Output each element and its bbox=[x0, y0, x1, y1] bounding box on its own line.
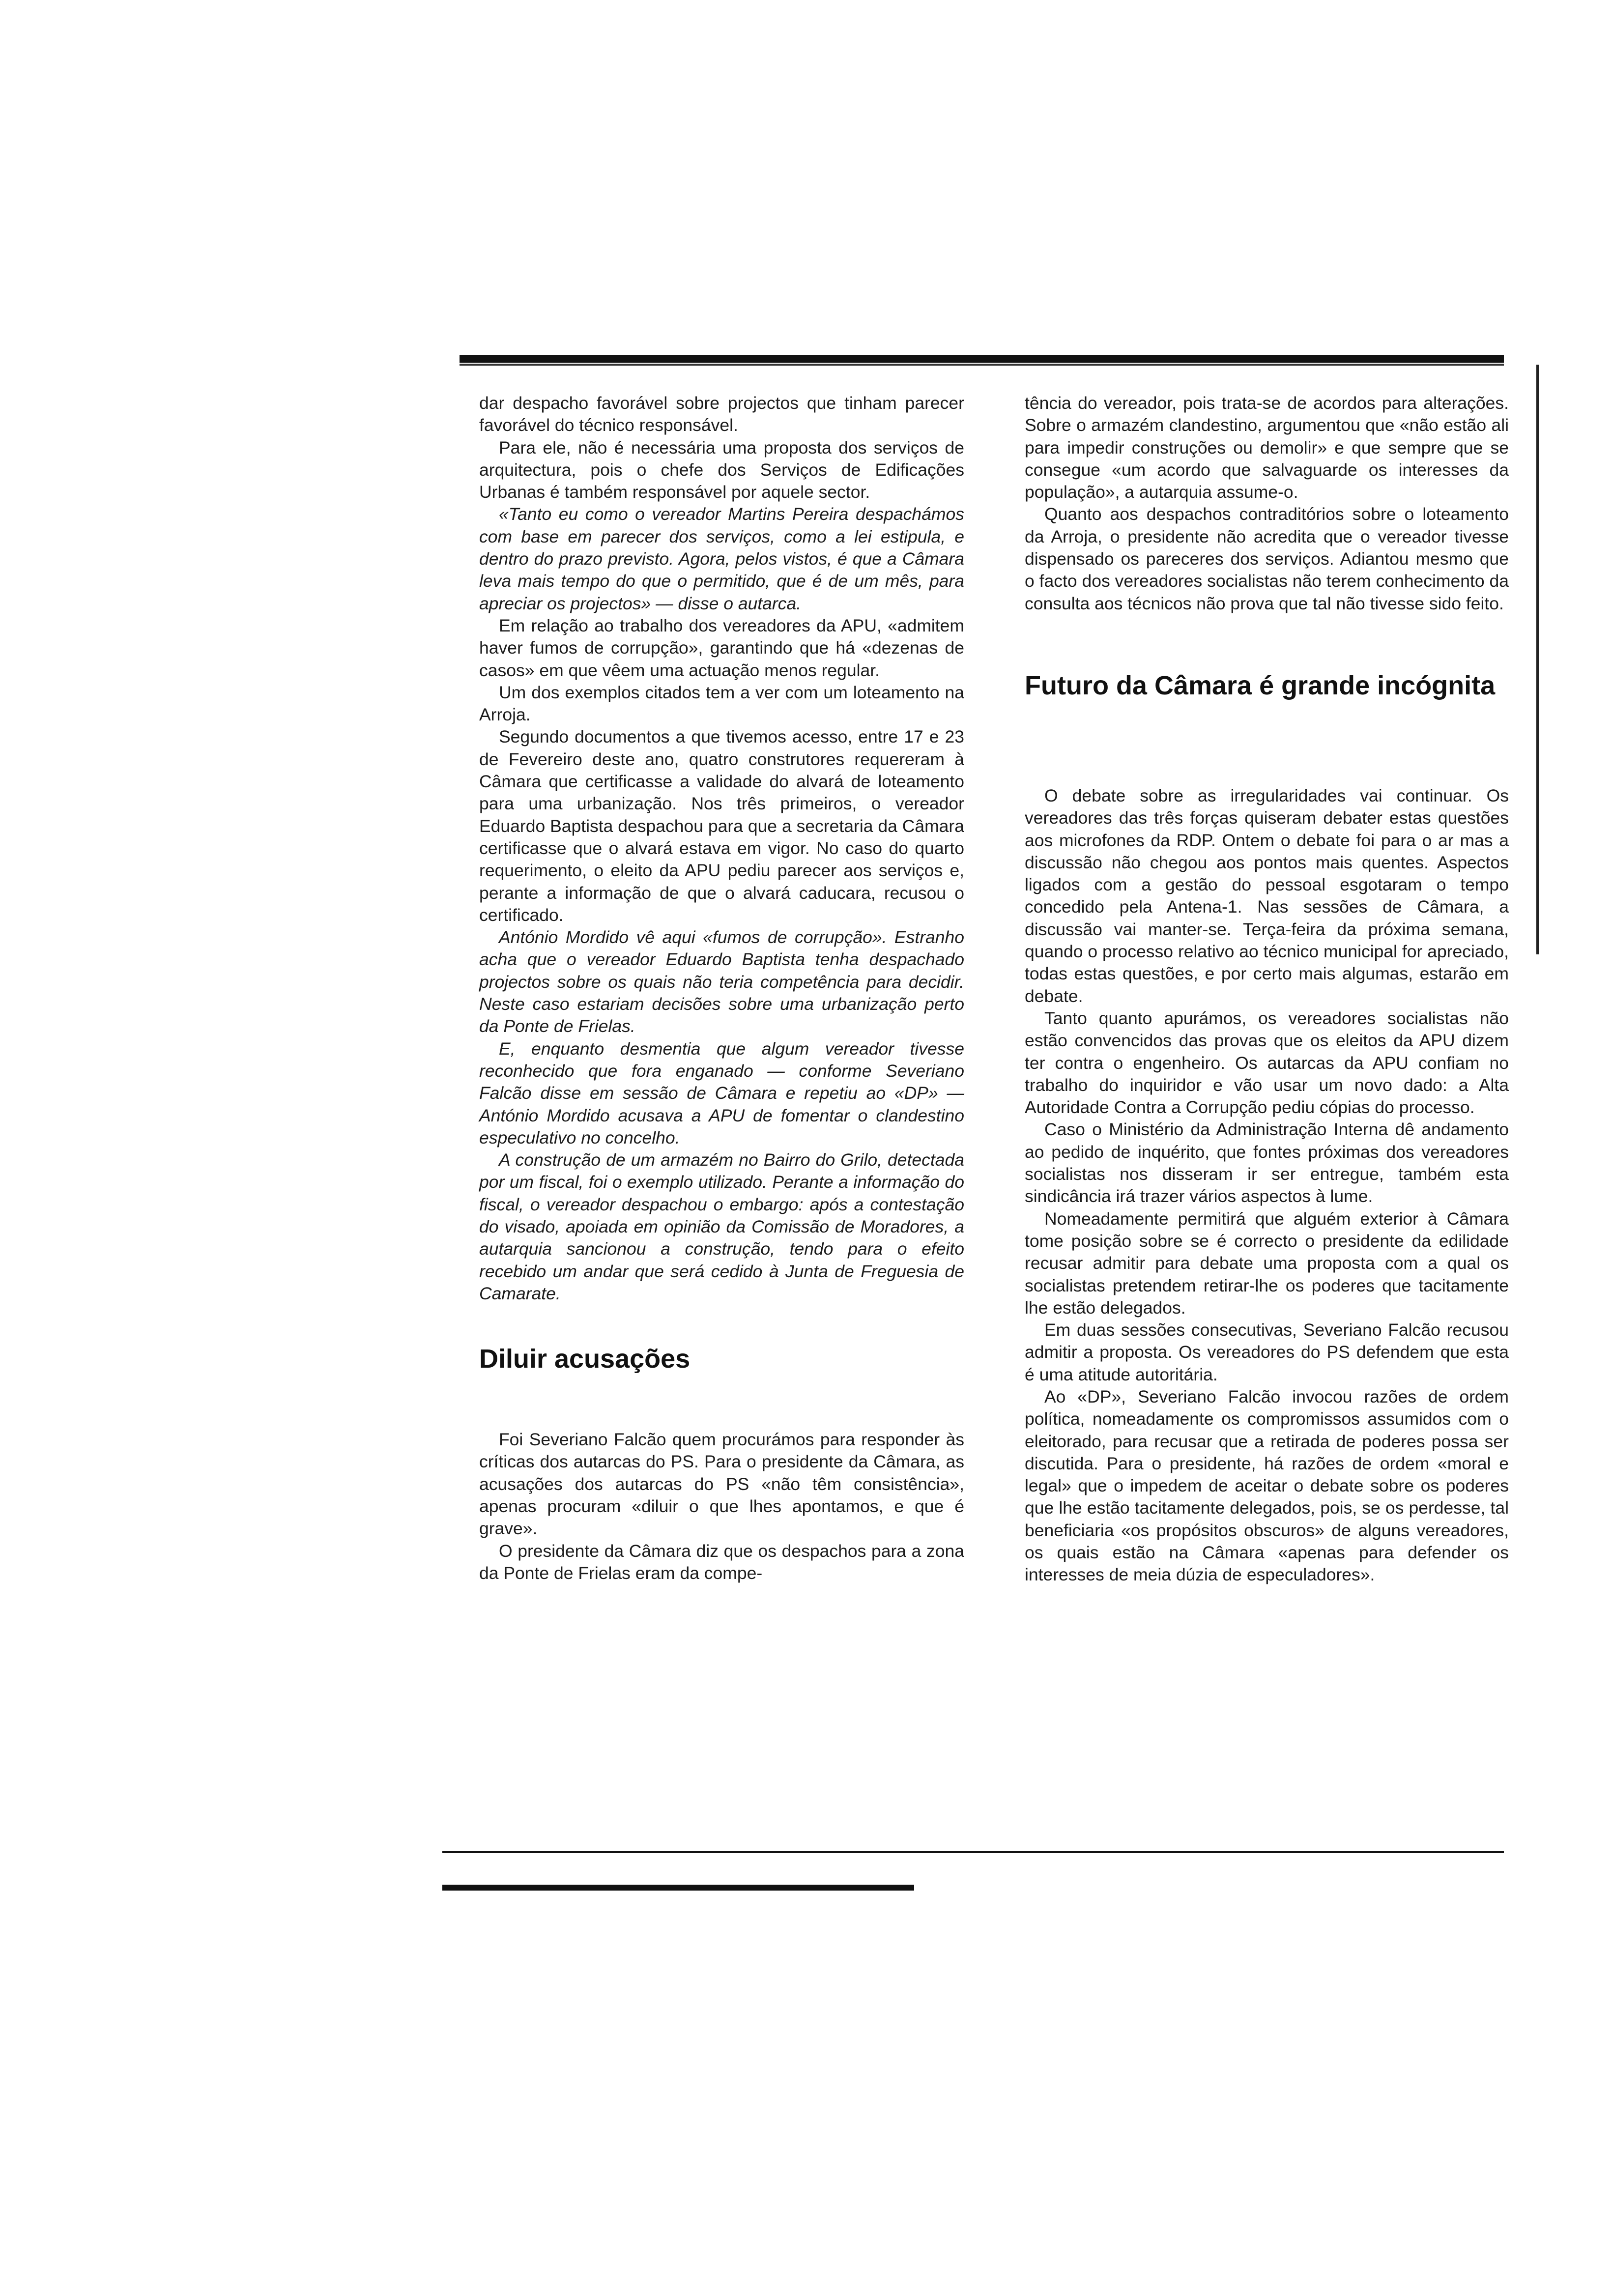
paragraph: Tanto quanto apurámos, os vereadores socialistas não estão convencidos das provas que os eleitos da APU dizem ter contra o engenheiro. Os autarcas da APU confiam no trabalho do inquiridor e vão usar um novo dado: a Alta Autoridade Contra a Corrupção pediu cópias do processo. bbox=[1025, 1008, 1509, 1118]
paragraph: Foi Severiano Falcão quem procurámos para responder às críticas dos autarcas do PS. Para o presidente da Câmara, as acusações dos autarcas do PS «não têm consistência», apenas procuram «diluir o que lhes apontamos, e que é grave». bbox=[479, 1430, 964, 1539]
quote-paragraph: «Tanto eu como o vereador Martins Pereira despachámos com base em parecer dos serviços, como a lei estipula, e dentro do prazo previsto. Agora, pelos vistos, é que a Câmara leva mais tempo do que o permitido, que é de um mês, para apreciar os projectos» — disse o autarca. bbox=[479, 504, 964, 613]
paragraph: Em relação ao trabalho dos vereadores da APU, «admitem haver fumos de corrupção», garantindo que há «dezenas de casos» em que vêem uma actuação menos regular. bbox=[479, 615, 964, 680]
top-rule bbox=[460, 355, 1504, 363]
paragraph: Nomeadamente permitirá que alguém exterior à Câmara tome posição sobre se é correcto o presidente da edilidade recusar admitir para debate uma proposta com a qual os socialistas pretendem retirar-lhe os poderes que tacitamente lhe estão delegados. bbox=[1025, 1208, 1509, 1318]
bottom-rule bbox=[442, 1851, 1504, 1853]
paragraph: dar despacho favorável sobre projectos que tinham parecer favorável do técnico responsável. bbox=[479, 393, 964, 435]
top-rule-thin bbox=[460, 364, 1504, 366]
paragraph: Quanto aos despachos contraditórios sobre o loteamento da Arroja, o presidente não acredita que o vereador tivesse dispensado os pareceres dos serviços. Adiantou mesmo que o facto dos vereadores socialistas não terem conhecimento da consulta aos técnicos não prova que tal não tivesse sido feito. bbox=[1025, 504, 1509, 613]
paragraph: O presidente da Câmara diz que os despachos para a zona da Ponte de Frielas eram da compe- bbox=[479, 1541, 964, 1583]
paragraph: tência do vereador, pois trata-se de acordos para alterações. Sobre o armazém clandestino, argumentou que «não estão ali para impedir construções ou demolir» e que sempre que se consegue «um acordo que salvaguarde os interesses da população», a autarquia assume-o. bbox=[1025, 393, 1509, 502]
paragraph: Segundo documentos a que tivemos acesso, entre 17 e 23 de Fevereiro deste ano, quatro construtores requereram à Câmara que certificasse a validade do alvará de loteamento para uma urbanização. Nos três primeiros, o vereador Eduardo Baptista despachou para que a secretaria da Câmara certificasse que o alvará estava em vigor. No caso do quarto requerimento, o eleito da APU pediu parecer aos serviços e, perante a informação de que o alvará caducara, recusou o certificado. bbox=[479, 727, 964, 925]
paragraph: Para ele, não é necessária uma proposta dos serviços de arquitectura, pois o chefe dos Serviços de Edificações Urbanas é também responsável por aquele sector. bbox=[479, 437, 964, 502]
paragraph: A construção de um armazém no Bairro do Grilo, detectada por um fiscal, foi o exemplo utilizado. Perante a informação do fiscal, o vereador despachou o embargo: após a contestação do visado, apoiada em opinião da Comissão de Moradores, a autarquia sancionou a construção, tendo para o efeito recebido um andar que será cedido à Junta de Freguesia de Camarate. bbox=[479, 1150, 964, 1303]
section-heading: Futuro da Câmara é grande incógnita bbox=[1025, 670, 1496, 700]
paragraph: Um dos exemplos citados tem a ver com um loteamento na Arroja. bbox=[479, 682, 964, 725]
paragraph: Em duas sessões consecutivas, Severiano Falcão recusou admitir a proposta. Os vereadores do PS defendem que esta é uma atitude autoritária. bbox=[1025, 1320, 1509, 1384]
section-heading: Diluir acusações bbox=[479, 1344, 691, 1374]
paragraph: Ao «DP», Severiano Falcão invocou razões de ordem política, nomeadamente os compromissos assumidos com o eleitorado, para recusar que a retirada de poderes possa ser discutida. Para o presidente, há razões de ordem «moral e legal» que o impedem de aceitar o debate sobre os poderes que lhe estão tacitamente delegados, pois, se os perdesse, tal beneficiaria «os propósitos obscuros» de alguns vereadores, os quais estão na Câmara «apenas para defender os interesses de meia dúzia de especuladores». bbox=[1025, 1386, 1509, 1585]
left-column bbox=[479, 392, 964, 1584]
paragraph: O debate sobre as irregularidades vai continuar. Os vereadores das três forças quiseram debater estas questões aos microfones da RDP. Ontem o debate foi para o ar mas a discussão não chegou aos pontos mais quentes. Aspectos ligados com a gestão do pessoal esgotaram o tempo concedido pela Antena-1. Nas sessões de Câmara, a discussão vai manter-se. Terça-feira da próxima semana, quando o processo relativo ao técnico municipal for apreciado, todas estas questões, e por certo mais algumas, estarão em debate. bbox=[1025, 785, 1509, 1006]
scan-edge-mark bbox=[1536, 365, 1539, 954]
paragraph: E, enquanto desmentia que algum vereador tivesse reconhecido que fora enganado — conforme Severiano Falcão disse em sessão de Câmara e repetiu ao «DP» — António Mordido acusava a APU de fomentar o clandestino especulativo no concelho. bbox=[479, 1038, 964, 1148]
right-column bbox=[1025, 392, 1509, 1586]
paragraph: Caso o Ministério da Administração Interna dê andamento ao pedido de inquérito, que fontes próximas dos vereadores socialistas nos disseram ir ser entregue, também esta sindicância irá trazer vários aspectos à lume. bbox=[1025, 1119, 1509, 1206]
bottom-rule-thick bbox=[442, 1885, 914, 1891]
paragraph: António Mordido vê aqui «fumos de corrupção». Estranho acha que o vereador Eduardo Baptista tenha despachado projectos sobre os quais não teria competência para decidir. Neste caso estariam decisões sobre uma urbanização perto da Ponte de Frielas. bbox=[479, 927, 964, 1036]
